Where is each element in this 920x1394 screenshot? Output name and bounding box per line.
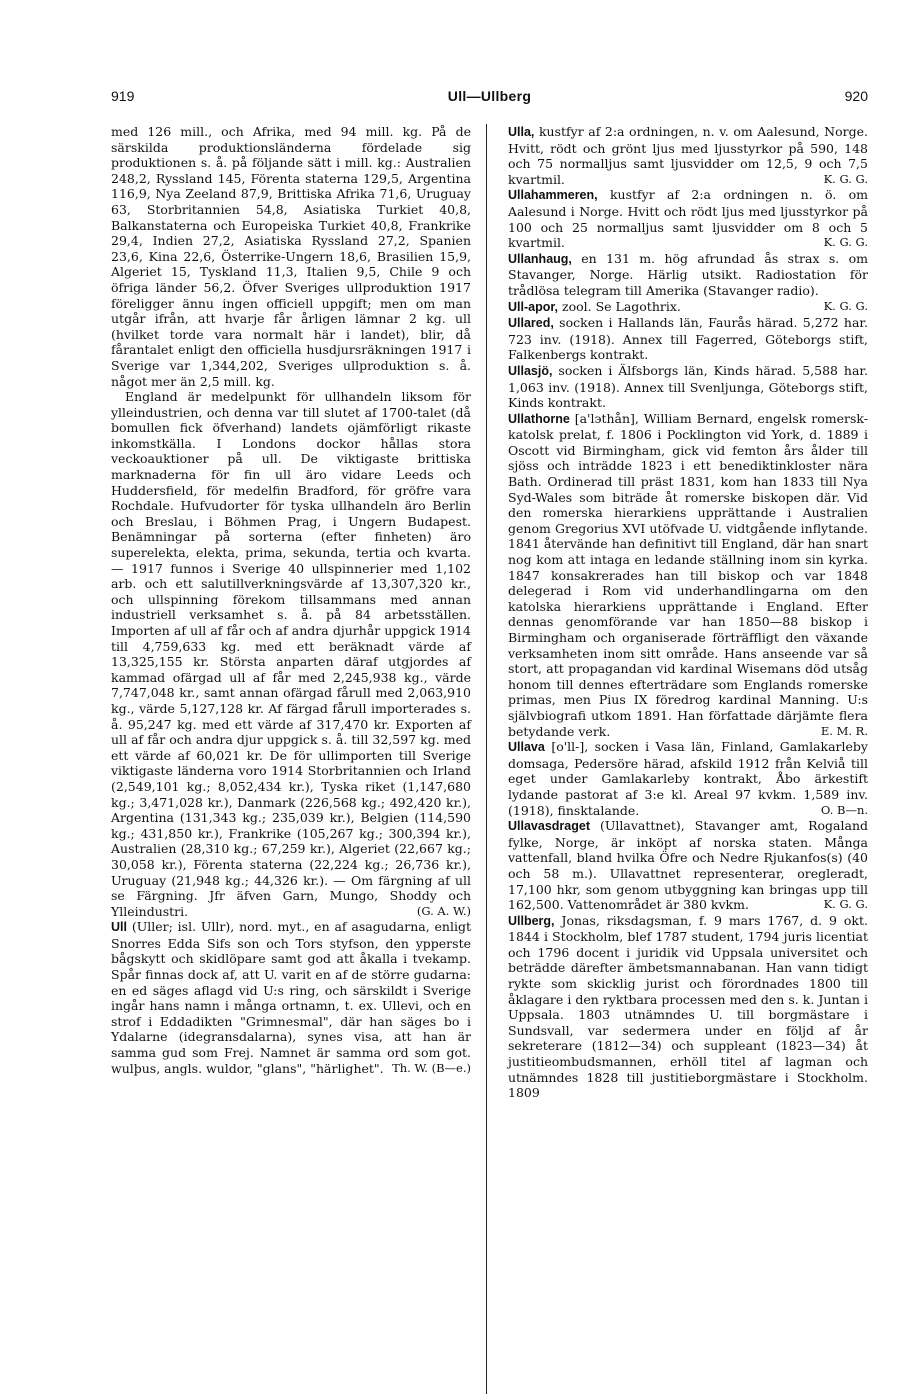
entry-text: socken i Älfsborgs län, Kinds härad. 5,588 har. 1,063 inv. (1918). Annex till Svenljunga, Göteborgs stift, Kinds kontrakt.: [508, 362, 868, 411]
signature: (G. A. W.): [416, 903, 471, 918]
entry-text: [a'lэthån], William Bernard, engelsk romersk-katolsk prelat, f. 1806 i Pocklington vid York, d. 1889 i Oscott vid Birmingham, gick vid femton års ålder till sjöss och inträdde 1823 i ett benediktinkloster nära Bath. Ordinerad till präst 1831, kom han 1833 till Nya Syd-Wales som biträde åt romerske biskopen där. Vid den romerska hierarkiens upprättande i Australien genom Gregorius XVI utöfvade U. vidtgående inflytande. 1841 återvände han definitivt till England, där han snart nog kom att intaga en ledande ställning inom sin kyrka. 1847 konsakrerades han till biskop och var 1848 delegerad i Rom vid underhandlingarna om den katolska hierarkiens upprättande i England. Efter dennas genomförande var han 1850—88 biskop i Birmingham och organiserade förträffligt den växande verksamheten inom sitt område. Hans anseende var så stort, att propagandan vid kardinal Wisemans död utsåg honom till dennes efterträdare som Englands romerske primas, men Pius IX föredrog kardinal Manning. U:s självbiografi utkom 1891. Han författade därjämte flera betydande verk.: [508, 410, 868, 739]
entry-ulla: [508, 124, 868, 187]
headword: Ullared,: [508, 316, 554, 331]
headword: Ullahammeren,: [508, 188, 598, 203]
page-number-right: 920: [844, 88, 868, 104]
entry-text: zool. Se Lagothrix.: [562, 298, 681, 314]
signature: O. B—n.: [820, 802, 868, 817]
entry-text: en 131 m. hög afrundad ås strax s. om Stavanger, Norge. Härlig utsikt. Radiostation för trådlösa telegram till Amerika (Stavanger radio).: [508, 250, 868, 298]
headword: Ullava: [508, 740, 545, 755]
entry-ull: [111, 919, 471, 1076]
headword: Ullasjö,: [508, 363, 553, 378]
entry-text: kustfyr af 2:a ordningen n. ö. om Aalesund i Norge. Hvitt och rödt ljus med ljusstyrkor på 100 och 25 normalljus samt ljusvidder om 8 och 5 kvartmil.: [508, 187, 868, 251]
entry-text: (Uller; isl. Ullr), nord. myt., en af asagudarna, enligt Snorres Edda Sifs son och Tors styfson, den ypperste bågskytt och skidlöpare samt god att åkalla i tvekamp. Spår finnas dock af, att U. varit en af de större gudarna: en ed säges aflagd vid U:s ring, och särskildt i Sverige ingår hans namn i många ortnamn, t. ex. Ullevi, och en strof i Eddadikten "Grimnesmal", där han säges bo i Ydalarne (idegransdalarna), synes visa, att han är samma gud som Frej. Namnet är samma ord som got. wulþus, angls. wuldor, "glans", "härlighet".: [111, 919, 471, 1076]
entry-text: [o'll-], socken i Vasa län, Finland, Gamlakarleby domsaga, Pedersöre härad, afskild 1912 från Kelviå till eget under Gamlakarleby kontrakt, Åbo ärkestift lydande pastorat af 3:e kl. Areal 97 kvkm. 1,589 inv. (1918), finsktalande.: [508, 739, 868, 818]
entry-ullavasdraget: [508, 818, 868, 913]
signature: K. G. G.: [823, 171, 868, 186]
entry-ullberg: [508, 913, 868, 1101]
entry-text: socken i Hallands län, Faurås härad. 5,272 har. 723 inv. (1918). Annex till Fagerred, Göteborgs stift, Falkenbergs kontrakt.: [508, 315, 868, 363]
entry-ullahammeren: [508, 187, 868, 250]
signature: K. G. G.: [823, 897, 868, 912]
headword: Ulla,: [508, 125, 535, 139]
headword: Ullathorne: [508, 411, 570, 426]
signature: K. G. G.: [823, 298, 868, 313]
headword: Ull: [111, 920, 127, 935]
entry-ullava: [508, 739, 868, 818]
entry-text: kustfyr af 2:a ordningen, n. v. om Aalesund, Norge. Hvitt, rödt och grönt ljus med ljusstyrkor på 590, 148 och 75 normalljus samt ljusvidder om 12,5, 9 och 7,5 kvartmil.: [508, 124, 868, 187]
signature: Th. W. (B—e.): [392, 1060, 471, 1075]
left-column: [111, 124, 471, 1076]
running-title: Ull—Ullberg: [447, 88, 532, 104]
page-header: [111, 88, 868, 112]
entry-ullared: [508, 315, 868, 363]
entry-ullasjo: [508, 363, 868, 411]
wool-trade-text: England är medelpunkt för ullhandeln liksom för ylleindustrien, och denna var till slutet af 1700-talet (då bomullen fick öfverhand) landets ojämförligt rikaste inkomstkälla. I Londons dockor hållas stora veckoauktioner på ull. De viktigaste brittiska marknaderna för fin ull äro vidare Leeds och Huddersfield, för medelfin Bradford, för gröfre vara Rochdale. Hufvudorter för tyska ullhandeln äro Berlin och Breslau, i Böhmen Prag, i Ungern Budapest. Benämningar på sorterna (efter finheten) äro superelekta, elekta, prima, sekunda, tertia och kvarta. — 1917 funnos i Sverige 40 ullspinnerier med 1,102 arb. och ett salutillverkningsvärde af 13,307,320 kr., och ullspinning förekom tillsammans med annan industriell verksamhet s. å. på 84 arbetsställen. Importen af ull af får och af andra djurhår uppgick 1914 till 4,759,633 kg. med ett beräknadt värde af 13,325,155 kr. Största anparten däraf utgjordes af kammad ofärgad ull af får med 2,245,938 kg., värde 7,747,048 kr., samt annan ofärgad fårull med 2,063,910 kg., värde 5,127,128 kr. Af färgad fårull importerades s. å. 95,247 kg. med ett värde af 317,470 kr. Exporten af ull af får och andra djur uppgick s. å. till 32,597 kg. med ett värde af 60,021 kr. De för ullimporten till Sverige viktigaste länderna voro 1914 Storbritannien och Irland (2,549,101 kg.; 8,052,434 kr.), Tyska riket (1,147,680 kg.; 3,471,028 kr.), Danmark (226,568 kg.; 492,420 kr.), Argentina (131,343 kg.; 235,039 kr.), Belgien (114,590 kg.; 431,850 kr.), Frankrike (105,267 kg.; 300,394 kr.), Australien (28,310 kg.; 67,259 kr.), Algeriet (22,667 kg.; 30,058 kr.), Förenta staterna (22,224 kg.; 26,736 kr.), Uruguay (21,948 kg.; 44,326 kr.). — Om färgning af ull se Färgning. Jfr äfven Garn, Mungo, Shoddy och Ylleindustri.: [111, 389, 471, 919]
signature: E. M. R.: [820, 723, 868, 738]
column-divider: [486, 124, 487, 1394]
entry-ull-apor: [508, 299, 868, 316]
headword: Ullavasdraget: [508, 819, 590, 834]
wool-production-paragraph: med 126 mill., och Afrika, med 94 mill. kg. På de särskilda produktionsländerna fördelade sig produktionen s. å. på följande sätt i mill. kg.: Australien 248,2, Ryssland 145, Förenta staterna 129,5, Argentina 116,9, Nya Zeeland 87,9, Brittiska Afrika 71,6, Uruguay 63, Storbritannien 54,8, Asiatiska Turkiet 40,8, Balkanstaterna och Europeiska Turkiet 40,8, Frankrike 29,4, Indien 27,2, Asiatiska Ryssland 27,2, Spanien 23,6, Kina 22,6, Österrike-Ungern 18,6, Brasilien 15,9, Algeriet 15, Tyskland 11,3, Italien 9,5, Chile 9 och öfriga länder 56,2. Öfver Sveriges ullproduktion 1917 föreligger ännu ingen officiell uppgift; men om man utgår ifrån, att hvarje får årligen lämnar 2 kg. ull (hvilket torde vara normalt här i landet), blir, då fårantalet enligt den officiella husdjursräkningen 1917 i Sverige var 1,344,202, Sveriges ullproduktion s. å. något mer än 2,5 mill. kg.: [111, 124, 471, 389]
headword: Ullberg,: [508, 913, 555, 928]
headword: Ullanhaug,: [508, 251, 572, 266]
wool-trade-paragraph: [111, 389, 471, 919]
right-column: [508, 124, 868, 1101]
headword: Ull-apor,: [508, 299, 559, 314]
entry-text: Jonas, riksdagsman, f. 9 mars 1767, d. 9 okt. 1844 i Stockholm, blef 1787 student, 1794 juris licentiat och 1796 docent i juridik vid Uppsala universitet och beträdde därefter ämbetsmannabanan. Han vann tidigt rykte som skicklig jurist och förordnades 1800 till åklagare i den ryktbara processen med den s. k. Juntan i Uppsala. 1803 utnämndes U. till borgmästare i Sundsvall, var sedermera under en följd af år sekreterare (1812—34) och suppleant (1823—34) åt justitieombudsmannen, erhöll titel af lagman och utnämndes 1828 till justitieborgmästare i Stockholm. 1809: [508, 912, 868, 1101]
signature: K. G. G.: [823, 235, 868, 250]
entry-ullathorne: [508, 411, 868, 739]
entry-text: (Ullavattnet), Stavanger amt, Rogaland fylke, Norge, är inköpt af norska staten. Många vattenfall, bland hvilka Öfre och Nedre Rjukanfos(s) (40 och 58 m.). Ullavattnet representerar, oregleradt, 17,100 hkr, som genom utbyggning kan bringas upp till 162,500. Vattenområdet är 380 kvkm.: [508, 818, 868, 913]
page-number-left: 919: [111, 88, 135, 104]
